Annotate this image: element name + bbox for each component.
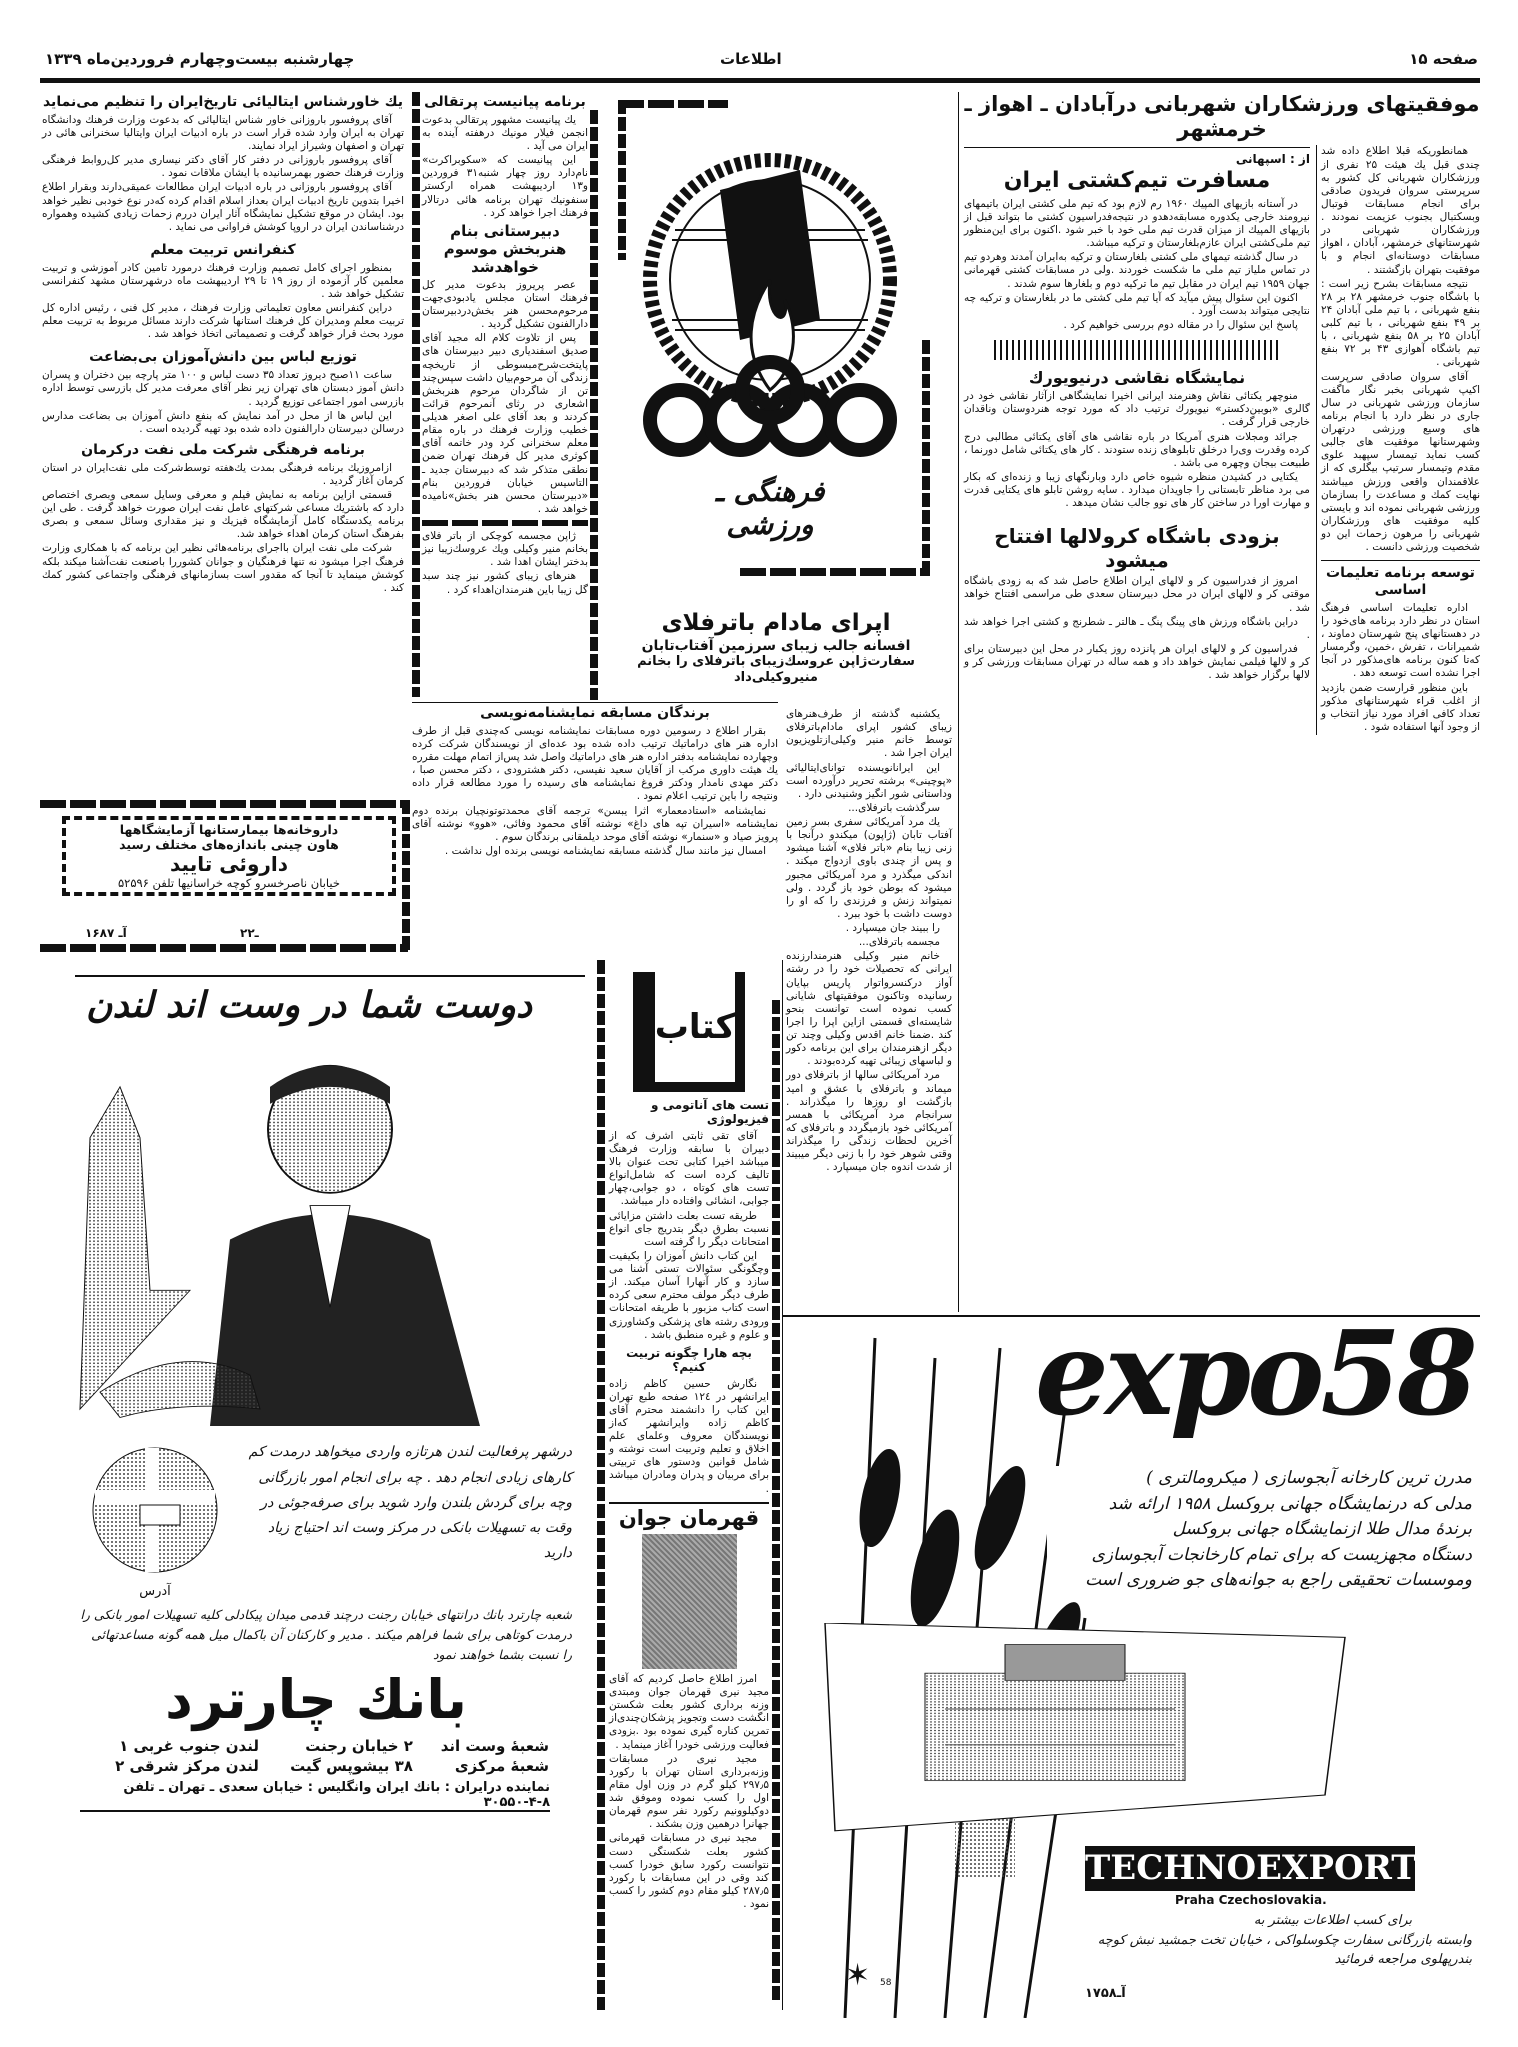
wrestling-title: مسافرت تیم‌کشتی ایران: [1003, 168, 1271, 194]
paragraph: آقای پروفسور باروزانی در باره ادبیات ایران مطالعات عمیقی‌دارند وبقرار اطلاع اخیرا بتدوین تاریخ ادبیات ایران بعداز اسلام اقدام کرده که‌در نوع خودبی نظیر خواهد بود. ایشان در موقع تشکیل نمایشگاه آثار ایران دررم زحمات زیادی کشیده وهمواره درشناساندن ایران در اروپا کوشش فراوانی می نماید .: [42, 181, 404, 233]
paragraph: یکشنبه گذشته از طرف‌هنرهای زیبای کشور اپرای مادام‌باترفلای توسط خانم منیر وکیلی‌ازتلویزیون ایران اجرا شد .: [786, 708, 952, 760]
oil-title: برنامه فرهنگی شرکت ملی نفت درکرمان: [81, 441, 365, 458]
paragraph: مجید نیری در مسابقات قهرمانی کشور بعلت شکستگی دست نتوانست رکورد سابق خودرا کسب کند وقی در این مسابقات با رکورد ۲۸۷٫۵ کیلو مقام دوم کشور را کسب نمود .: [609, 1832, 769, 1910]
page-number: صفحه ۱۵: [1409, 50, 1478, 68]
paragraph: اداره تعلیمات اساسی فرهنگ استان در نظر دارد برنامه های‌خود را در دهستانهای پنج شهرستان دماوند ، شمیرانات ، تفرش ،خمین، وگرمسار که‌تا کنون برنامه های‌مذکور در آنجا اجرا نشده است توسعه دهد .: [1320, 601, 1480, 680]
branch-district: لندن جنوب غربی ۱: [119, 1736, 259, 1755]
paragraph: منوچهر یکتائی نقاش وهنرمند ایرانی اخیرا نمایشگاهی ازآثار نقاشی خود در گالری «بوبین‌دکستر» نیویورك ترتیب داد که مورد توجه هنردوستان وناقدان خارجی قرار گرفت .: [964, 390, 1310, 429]
column-border: [772, 1000, 780, 2000]
paragraph: بقرار اطلاع د رسومین دوره مسابقات نمایشنامه نویسی که‌چندی قبل از طرف اداره هنر های دراماتیك ترتیب داده شده بود عده‌ای از نویسندگان شرکت کرده وچهارده نمایشنامه بدفتر اداره هنر های دراماتیك واصل شد پس‌از اتمام مهلت مقرره یك هیئت داوری مرکب از آقایان سعید نفیسی، دکتر هشترودی ، دکتر محسن صبا ، دکتر مهدی نامدار ودکتر فروغ نمایشنامه های رسیده را مورد مطالعه قرار داده ونتیجه را باین ترتیب اعلام نمود .: [412, 724, 778, 803]
header-rule: [40, 78, 1480, 83]
paragraph: این پیانیست که «سکوبراکرت» نام‌دارد روز چهار شنبه۳۱ فروردین و۱۳ اردیبهشت همراه ارکستر سنفونیك تهران برنامه هائی درتالار فرهنك اجرا خواهد کرد .: [422, 154, 588, 219]
paragraph: یك پیانیست مشهور پرتقالی بدعوت انجمن فیلار مونیك درهفته آینده به ایران می آید .: [422, 113, 588, 153]
paragraph: در آستانه بازیهای المپیك ۱۹۶۰ رم لازم بود که تیم ملی کشتی ایران باتیمهای نیرومند خارجی یکدوره مسابقه‌دهدو در نتیجه‌فدراسیون کشتی ما بتواند قبل از بازیهای المپیك از میزان قدرت تیم ملی خود با خبر شود .اکنون برای این‌منظور تیم ملی‌کشتی ایران عازم‌بلغارستان و ترکیه میباشد.: [964, 197, 1310, 250]
branch-name: شعبهٔ وست اند: [440, 1736, 549, 1755]
clothes-body: [42, 369, 404, 436]
issue-date: چهارشنبه بیست‌وچهارم فروردین‌ماه ۱۳۳۹: [45, 50, 355, 68]
paragraph: عصر پریروز بدعوت مدیر کل فرهنك استان مجلس یادبودی‌جهت مرحوم‌محسن هنر بخش‌دردبیرستان دارالفنون تشکیل گردید .: [422, 278, 588, 331]
bank-name: بانك چارترد: [165, 1668, 467, 1732]
pharmacy-ad-run: ۲ـ۲: [240, 926, 259, 940]
paragraph: طریقه تست بعلت داشتن مزایائی نسبت بطرق دیگر بتدریج جای انواع امتحانات دیگر را گرفته است: [609, 1209, 769, 1248]
book-column: [609, 968, 769, 1912]
separator-bars: [994, 340, 1280, 360]
right-main-column: [964, 145, 1310, 683]
education-article: [1321, 565, 1480, 734]
opera-headline-box: [600, 610, 952, 686]
paragraph: پاسخ این سئوال را در مقاله دوم بررسی خواهیم کرد .: [1063, 318, 1298, 331]
expo-ad-text: [1047, 1466, 1472, 1594]
paragraph: را ببیند جان میسپارد .: [845, 922, 940, 934]
school-body: [422, 279, 588, 516]
branch-table: [80, 1736, 550, 1776]
paragraph: باین منظور قرارست ضمن بازدید از اغلب قراء شهرستانهای مذکور تعداد کافی افراد مورد نیاز انتخاب و از وجود آنها استفاده شود .: [1320, 681, 1480, 733]
playwright-title: برندگان مسابقه نمایشنامه‌نویسی: [480, 705, 710, 721]
technoexport-city: Praha Czechoslovakia.: [1175, 1893, 1327, 1907]
map-label: آدرس: [139, 1584, 171, 1600]
paragraph: امروز از فدراسیون کر و لالهای ایران اطلاع حاصل شد که به زودی باشگاه موقتی کر و لالهای ایران در محل دبیرستان سعدی طی مراسمی افتتاح خواهد شد .: [964, 575, 1310, 614]
school-title: دبیرستانی بنام هنربخش موسوم خواهدشد: [443, 221, 567, 276]
chartered-bank-ad: [40, 980, 592, 1812]
teacher-conf-body: [42, 262, 404, 342]
wrestling-body: [964, 198, 1310, 332]
book-masthead: کتاب: [633, 972, 745, 1092]
expo-info-line2: وابسته بازرگانی سفارت چکوسلواکی ، خیابان تخت جمشید نبش کوچه بندرپهلوی مراجعه فرمائید: [1097, 1932, 1472, 1967]
paragraph: خانم منیر وکیلی هنرمندارزنده ایرانی که تحصیلات خود را در رشته آواز درکنسرواتوار پاریس بپایان رسانیده وتاکنون موفقیتهای شایانی کسب نموده است توانست بنحو شایسته‌ای قسمتی ازاین اپرا را اجرا کند .ضمنا خانم اقدس وکیلی وچند تن دیگر ازهنرمندان برای این برنامه دکور و لباسهای زیبائی تهیه کرده‌بودند .: [786, 950, 952, 1068]
champion-body: [609, 1673, 769, 1911]
sports-article-body: [1321, 145, 1480, 554]
paragraph: بمنظور اجرای کامل تصمیم وزارت فرهنك درمورد تامین کادر آموزشی و تربیت معلمین کار آزموده از روز ۱۹ تا ۲۹ اردیبهشت ماه درشهرستان مشهد کنفرانسی تشکیل خواهد شد .: [42, 261, 404, 300]
opera-subtitle-2: سفارت‌ژاپن عروسك‌زیبای باترفلای را بخانم منیروکیلی‌داد: [637, 654, 915, 685]
children-book-body: [609, 1378, 769, 1496]
paragraph: نمایشنامه «استادمعمار» اثرا یبسن» ترجمه آقای محمدتوتونچیان برنده دوم نمایشنامه «اسیران تپه های داغ» نوشته آقای محمود وفائی، «هوو» نوشته آقای پرویز صیاد و «سنمار» نوشته آقای موحد دیلمقانی برندگان سوم .: [412, 804, 778, 843]
paragraph: قسمتی ازاین برنامه به نمایش فیلم و معرفی وسایل سمعی وبصری اختصاص دارد که باشتریك مساعی شرکتهای عامل نفت ایران صورت خواهد گرفت . طی این برنامه یکدستگاه کامل آزمایشگاه فیزیك و نیز مقداری وسائل سمعی و بصری بفرهنگ استان کرمان اهداء خواهد شد.: [42, 488, 404, 541]
businessman-illustration: [60, 1036, 580, 1426]
paragraph: فدراسیون کر و لالهای ایران هر پانزده روز یکبار در محل این دبیرستان برای کر و لالها فیلمی نمایش خواهد داد و همه ساله در تهران مسابقات ورزشی کر و لالها برگزار خواهد شد .: [964, 642, 1310, 682]
westend-body-2: شعبه چارترد بانك درانتهای خیابان رجنت درچند قدمی میدان پیکادلی کلیه تسهیلات امور بانکی را درمدت کوتاهی برای شما فراهم میکند . مدیر و کارکنان آن باکمال میل همه گونه مساعدتهائی را نسبت بشما خواهند نمود: [80, 1607, 572, 1663]
paragraph: ژاپن مجسمه کوچکی از باتر فلای بخانم منیر وکیلی ویك عروسك‌زیبا نیز بدختر ایشان اهدا شد .: [422, 530, 588, 569]
technoexport-brand: TECHNOEXPORT: [1085, 1846, 1415, 1891]
deaf-club-title: بزودی باشگاه کرولالها افتتاح میشود: [994, 524, 1280, 573]
paragraph: هنرهای زیبای کشور نیز چند سبد گل زیبا باین هنرمندان‌اهداء کرد .: [422, 570, 588, 596]
teacher-conf-title: کنفرانس تربیت معلم: [150, 241, 296, 258]
pianist-column: [422, 92, 588, 598]
children-book-title: بچه هارا چگونه تربیت کنیم؟: [626, 1345, 752, 1375]
paragraph: این کتاب دانش آموزان را بکیفیت وچگونگی سئوالات تستی آشنا می سازد و کار آنهارا آسان میکند. از طرف دیگر مولف محترم سعی کرده است کتاب مزبور با طریقه امتحانات ورودی رشته های پزشکی وکشاورزی و علوم و غیره منطبق باشد .: [609, 1249, 769, 1341]
malting-machine-illustration: [805, 1623, 1365, 1838]
column-border: [597, 960, 605, 2010]
champion-photo: [642, 1534, 737, 1669]
expo-star-icon: ✶: [845, 1958, 871, 1993]
expo-line: دستگاه مجهزیست که برای تمام کارخانجات آبجوسازی: [1091, 1544, 1472, 1565]
paragraph: مجید نیری در مسابقات وزنه‌برداری استان تهران با رکورد ۲۹۷٫۵ کیلو گرم در وزن اول مقام اول را کسب نموده وموفق شد دوکیلوونیم رکورد نفر سوم قهرمان جهانرا درهمین وزن بشکند .: [609, 1752, 769, 1831]
expo-line: مدرن ترین کارخانه آبجوسازی ( میکرومالتری ): [1146, 1468, 1472, 1488]
paragraph: ساعت ۱۱صبح دیروز تعداد ۳۵ دست لباس و ۱۰۰ متر پارچه بین دختران و پسران دانش آموز دبستان های تهران زیر نظر آقای معرفت مدیر کل بازرسی توسط اداره بازرسی امور اجتماعی توزیع گردید .: [42, 369, 404, 408]
pharmacy-ad-address: خیابان ناصرخسرو کوچه خراسانیها تلفن ۵۲۵۹۶: [117, 876, 341, 890]
oil-body: [42, 462, 404, 595]
branch-name: شعبهٔ مرکزی: [454, 1756, 549, 1775]
right-narrow-column: [1316, 145, 1480, 735]
expo-line: وموسسات تحقیقی راجع به جوانه‌های جو ضروری است: [1085, 1570, 1472, 1590]
paragraph: دراین باشگاه ورزش های پینگ پنگ ـ هالتر ـ شطرنج و کشتی اجرا خواهد شد .: [964, 615, 1310, 641]
paragraph: اکنون این سئوال پیش میآید که آیا تیم ملی کشتی ما در بلغارستان و ترکیه چه نتایجی میتواند بدست آورد .: [964, 291, 1310, 317]
branch-street: ۳۸ بیشوپس گیت: [290, 1756, 413, 1775]
deaf-club-body: [964, 575, 1310, 682]
pharmacy-ad-line2: هاون چینی باندازه‌های مختلف رسید: [119, 837, 339, 852]
paragraph: ازامروزیك برنامه فرهنگی بمدت یك‌هفته توسط‌شرکت ملی نفت‌ایران در استان کرمان آغاز گردید .: [42, 461, 404, 487]
playwright-body: [412, 725, 778, 858]
anatomy-body: [609, 1130, 769, 1342]
paragraph: در سال گذشته تیمهای ملی کشتی بلغارستان و ترکیه به‌ایران آمدند وهردو تیم در تماس ملیاز تیم ملی ما شکست خوردند .ولی در مسابقات کشتی قهرمانی جهان ۱۹۵۹ تیم ایران در مقابل تیم ما ترکیه دوم و بلغارها سوم شدند .: [964, 251, 1310, 290]
emblem-caption: فرهنگی ـ ورزشی: [715, 475, 825, 541]
ad-rule: [75, 975, 585, 977]
separator-dashes: [422, 520, 588, 526]
wrestling-byline: از : اسپهانی: [1235, 152, 1310, 167]
branch-row: [80, 1756, 550, 1776]
paragraph: آقای پروفسور باروزانی در دفتر کار آقای دکتر نیساری مدیر کل‌روابط فرهنگی وزارت فرهنك حضور بهمرسانیده با ایشان ملاقات نمود .: [42, 154, 404, 180]
paragraph: نگارش حسین کاظم زاده ایرانشهر در ۱۲٤ صفحه طبع تهران این کتاب را دانشمند محترم آقای کاظم زاده وایرانشهر که‌از نویسندگان معروف وعلمای علم اخلاق و تعلیم وتربیت است نوشته و شامل قوانین ودستور های تربیتی برای مربیان و پدران ومادران میباشد .: [609, 1377, 769, 1495]
expo-star-label: 58: [880, 1978, 892, 1988]
westend-headline: دوست شما در وست اند لندن: [86, 984, 532, 1026]
bank-location-map: [80, 1440, 230, 1599]
paragraph: همانطوریکه قبلا اطلاع داده شد چندی قبل یك هیئت ۲۵ نفری از ورزشکاران شهربانی کل کشور به سرپرستی سروان فریدون صادقی برای انجام مسابقات فوتبال وبسکتبال بجنوب عزیمت نمودند . ورزشکاران شهربانی در شهرستانهای خرمشهر، آبادان ، اهواز مسابقات دوستانه‌ای انجام و با موفقیت بتهران بازگشتند .: [1320, 145, 1480, 276]
pharmacy-ad-box: [62, 816, 396, 896]
wrestling-article: [964, 152, 1310, 332]
paragraph: نتیجه مسابقات بشرح زیر است : با باشگاه جنوب خرمشهر ۲۸ بر ۲۸ بنفع شهربانی ، با تیم ملی آبادان ۲۴ بر ۴۹ بنفع شهربانی ، با تیم کلبی آبادان ۲۵ بر ۵۸ بنفع شهربانی ، با تیم باشگاه آهوازی ۴۳ بر ۷۲ بنفع شهربانی .: [1320, 277, 1480, 369]
westend-body-1: درشهر پرفعالیت لندن هرتازه واردی میخواهد درمدت کم کارهای زیادی انجام دهد . چه برای انجام امور بازرگانی وچه برای گردش بلندن وارد شوید برای صرفه‌جوئی در وقت به تسهیلات بانکی در مرکز وست اند احتیاج زیاد دارید: [248, 1444, 572, 1562]
column-divider: [782, 960, 783, 2010]
bank-agent-in-iran: نماینده درایران : بانك ایران وانگلیس : خیابان سعدی ـ تهران ـ تلفن ۸-۴-۳۰۵۵۰: [80, 1780, 550, 1812]
education-body: [1321, 602, 1480, 734]
paragraph: مجسمه باترفلای...: [858, 936, 940, 949]
paragraph: آقای پروفسور باروزانی خاور شناس ایتالیائی که بدعوت وزارت فرهنك ودانشگاه تهران به ایران وارد شده قرار است در باره ادبیات ایران وایتالیا سخنرانی هائی در تهران و اصفهان وشیراز ایراد نمایند.: [42, 113, 404, 153]
opera-title: اپرای مادام باترفلای: [661, 610, 891, 636]
branch-district: لندن مرکز شرقی ۲: [115, 1756, 259, 1775]
culture-sports-emblem: [600, 90, 950, 610]
paragraph: شرکت ملی نفت ایران بااجرای برنامه‌هائی نظیر این برنامه که با همکاری وزارت فرهنگ اجرا میشود نه تنها فرهنگیان و جوانان کشوررا باصنعت نفت‌آشنا میکند بلکه کوشش مینماید تا آنجا که مقدور است بسازمانهای فرهنگی واجتماعی کشور کمك کند .: [42, 542, 404, 594]
column-border: [402, 800, 410, 950]
technoexport-expo-ad: [785, 1306, 1480, 2018]
anatomy-title: تست های آناتومی و فیزیولوژی: [651, 1098, 769, 1127]
sports-headline: موفقیتهای ورزشکاران شهربانی درآبادان ـ اهواز ـ خرمشهر: [964, 92, 1480, 142]
paragraph: جرائد ومجلات هنری آمریکا در باره نقاشی های آقای یکتائی مطالبی درج کرده وقدرت وی‌را درخلق تابلوهای زنده ستودند . کار های یکتائی شامل دورنما ، طبیعت بیجان وچهره می باشد .: [964, 430, 1310, 469]
expo-line: مدلی که درنمایشگاه جهانی بروکسل ۱۹۵۸ ارائه شد: [1108, 1493, 1472, 1514]
expo-info-line1: برای کسب اطلاعات بیشتر به: [1253, 1913, 1412, 1928]
paragraph: آقای تقی ثابتی اشرف که از دبیران با سابقه وزارت فرهنگ میباشد اخیرا کتابی تحت عنوان بالا تالیف کرده است که شامل‌انواع تست های کوتاه ، دو جوابی،چهار جوابی، انشائی وافتاده دار میباشد.: [609, 1129, 769, 1208]
pharmacy-ad-name: داروئی تایید: [169, 852, 289, 876]
expo-line: برندهٔ مدال طلا ازنمایشگاه جهانی بروکسل: [1172, 1519, 1472, 1539]
pharmacy-ad-code: آـ ۱۶۸۷: [85, 926, 127, 940]
education-title: توسعه برنامه تعلیمات اساسی: [1326, 565, 1475, 599]
painting-article: [964, 368, 1310, 510]
paragraph: آقای سروان صادقی سرپرست اکیپ شهربانی بخبر نگار ماگفت سازمان ورزشی شهربانی در سال جاری در نظر دارد با انجام برنامه های وسیع ورزشی درتهران وشهرستانها موفقیت های جالبی کسب نماید تیمسار سپهبد علوی مقدم وتیمسار سرتیپ بیگلری که از علاقمندان واقعی ورزش میباشند نهایت کمك و مساعدت را بسازمان ورزشی شهربانی نموده اند و بایستی کلیه موفقیت های ورزشکاران شهربانی را مرهون زحمات این دو شخصیت ورزشی دانست .: [1320, 370, 1480, 554]
paragraph: سرگذشت باترفلای...: [848, 801, 940, 814]
newspaper-name: اطلاعات: [720, 50, 782, 68]
paragraph: مرد آمریکائی سالها از باترفلای دور میماند و باترفلای با عشق و امید بازگشت او روزها را میگذراند . سرانجام مرد آمریکائی با همسر آمریکائی خود بازمیگردد و باترفلای که آخرین لحظات زندگی را میگذراند وقتی شوهر خود را با زنی دیگر میبیند از شدت اندوه جان میسپارد .: [786, 1069, 952, 1174]
pharmacy-ad: [40, 800, 408, 952]
paragraph: امرز اطلاع حاصل کردیم که آقای مجید نیری قهرمان جوان ومبتدی وزنه برداری کشور بعلت شکستن انگشت دست وتجویز پزشکان‌چندی‌از تمرین کناره گیری نموده بود .بزودی فعالیت ورزشی خودرا آغاز مینماید .: [609, 1672, 769, 1751]
painting-title: نمایشگاه نقاشی درنیویورك: [1028, 368, 1246, 388]
paragraph: پس از تلاوت کلام اله مجید آقای صدیق اسفندیاری دبیر دبیرستان های پایتخت‌شرح‌مبسوطی از تاریخچه زندگی آن مرحوم‌بیان داشت سپس‌چند تن از شاگردان مرحوم هنربخش اشعاری در رثای آنمرحوم قرائت کردند و بعد آقای علی اصغر هدیلی خطیب وزارت فرهنك در باره مقام معلم سخنرانی کرد ودر خاتمه آقای کوثری مدیر کل فرهنك تهران ضمن نطقی متذکر شد که دبیرستان جدید ـ التاسیس خیابان فروردین بنام «دبیرستان محسن هنر بخش»نامیده خواهد شد .: [422, 332, 588, 515]
paragraph: یکتایی در کشیدن منظره شیوه خاص دارد وبارنگهای زیبا و زنده‌ای که بکار می برد مناظر تابستانی را جاویدان میدارد . سایه روشن تابلو های یکتایی قدرت و مهارت اورا در ساختن کار های نوو جالب نشان میدهد .: [964, 470, 1310, 510]
pianist-body: [422, 114, 588, 220]
deaf-club-article: [964, 524, 1310, 682]
statue-gift-body: [422, 530, 588, 597]
painting-body: [964, 390, 1310, 510]
paragraph: امسال نیز مانند سال گذشته مسابقه نمایشنامه نویسی برنده اول نداشت .: [444, 844, 766, 857]
opera-subtitle-1: افسانه جالب زیبای سرزمین آفتاب‌تابان: [641, 637, 911, 654]
orientalist-body: [42, 114, 404, 234]
clothes-title: توزیع لباس بین دانش‌آموزان بی‌بضاعت: [89, 349, 357, 366]
paragraph: این لباس ها از محل در آمد نمایش که بنفع دانش آموزان بی بضاعت مدارس درسالن دبیرستان دارالفنون داده شده بود تهیه گردیده است .: [42, 409, 404, 435]
pianist-title: برنامه پیانیست پرتقالی: [424, 94, 586, 110]
expo-contact: [1080, 1911, 1472, 1970]
branch-row: [80, 1736, 550, 1756]
paragraph: دراین کنفرانس معاون تعلیماتی وزارت فرهنك ، مدیر کل فنی ، رئیس اداره کل تربیت معلم ومدیران کل فرهنك استانها شرکت دارند مسائل مربوط به تربیت معلم مورد بحث قرار خواهد گرفت و تصمیماتی اتخاذ خواهد شد .: [42, 302, 404, 341]
branch-street: ۲ خیابان رجنت: [305, 1736, 413, 1755]
orientalist-title: یك خاورشناس ایتالیائی تاریخ‌ایران را تنظیم می‌نماید: [42, 94, 404, 110]
left-column-articles: [42, 92, 404, 596]
champion-title: قهرمان جوان: [618, 1505, 760, 1530]
bank-location-map-icon: [90, 1440, 220, 1580]
column-border: [590, 110, 598, 700]
pharmacy-ad-line1: داروخانه‌ها بیمارستانها آزمایشگاهها: [119, 822, 339, 837]
right-section: [964, 90, 1480, 735]
paragraph: یك مرد آمریکائی سفری بسر زمین آفتاب تابان (ژاپون) میکندو درآنجا با زنی زیبا بنام «باتر فلای» آشنا میشود و پس از چندی باوی ازدواج میکند . اندکی میگذرد و مرد آمریکائی مجبور میشود که بوطن خود باز گردد . ولی نمیتواند زنش و فرزندی را که او را دوست داشت با خود ببرد .: [786, 816, 952, 920]
column-border: [412, 92, 420, 697]
paragraph: این ایرانانویسنده توانای‌ایتالیائی «پوچینی» برشته تحریر درآورده است وداستانی شور انگیز وشنیدنی دارد .: [786, 761, 952, 800]
expo58-logo: expo58: [1035, 1306, 1474, 1442]
column-divider: [958, 92, 959, 1312]
opera-body: [786, 708, 952, 1175]
expo-ad-code: آـ۱۷۵۸: [1085, 1986, 1126, 2001]
playwright-article: [412, 702, 778, 859]
